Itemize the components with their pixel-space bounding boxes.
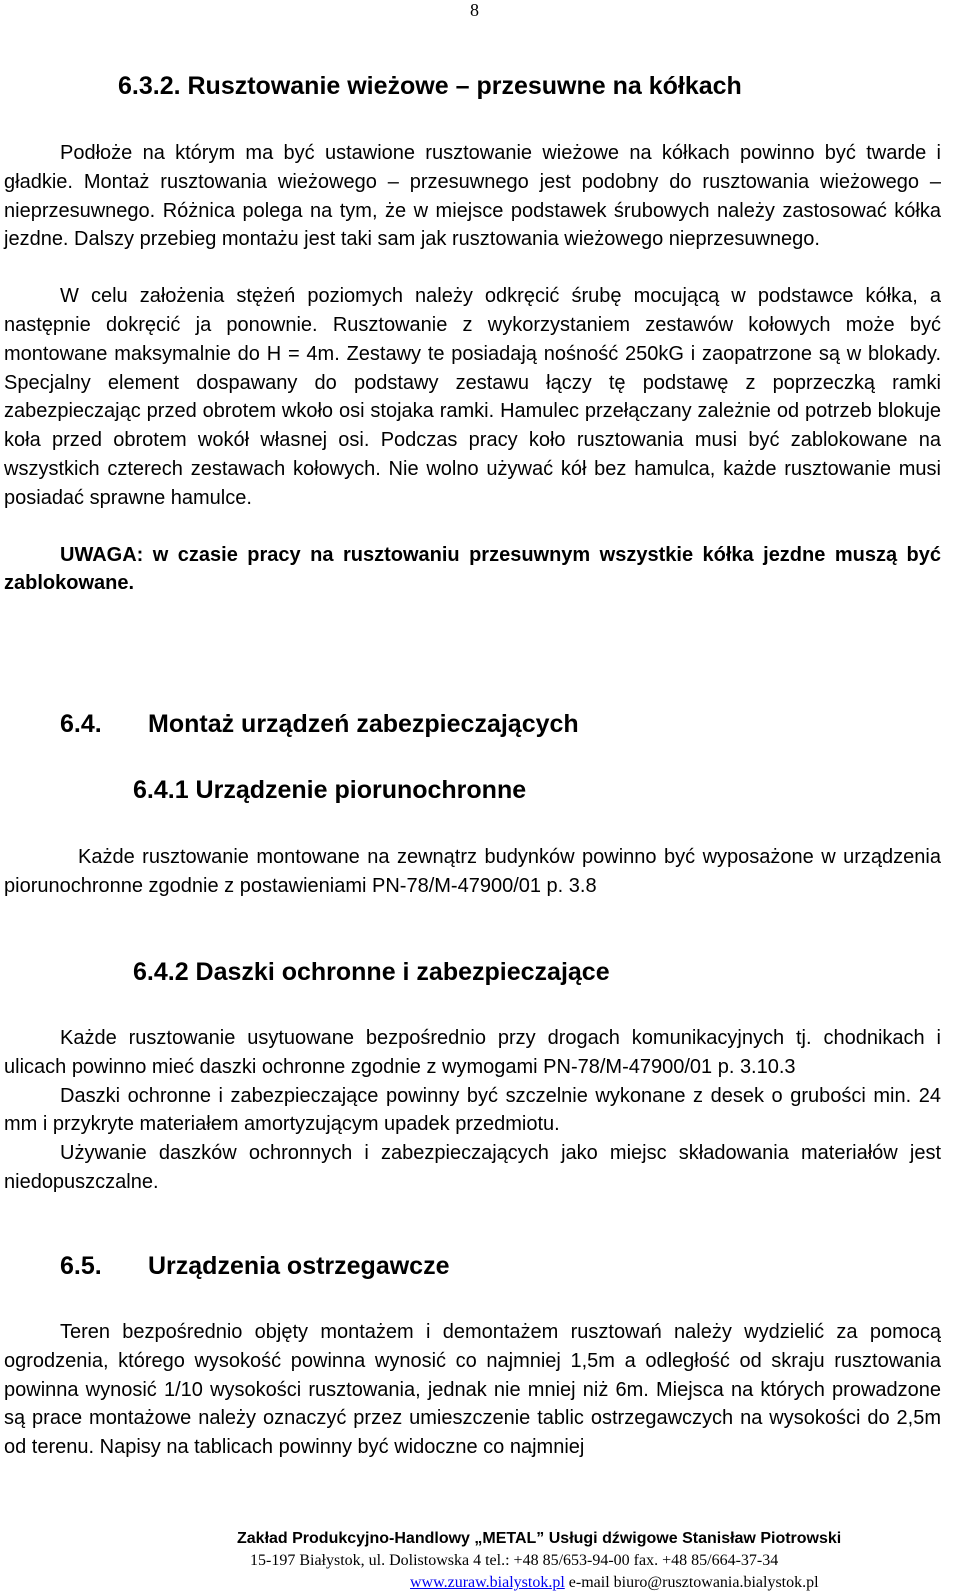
section-heading-6-4-1: 6.4.1 Urządzenie piorunochronne (133, 776, 527, 804)
footer-contact (410, 1574, 819, 1592)
section-number-6-4: 6.4. (60, 710, 102, 738)
footer-company: Zakład Produkcyjno-Handlowy „METAL” Usługi dźwigowe Stanisław Piotrowski (237, 1530, 842, 1547)
paragraph: Podłoże na którym ma być ustawione rusztowanie wieżowe na kółkach powinno być twarde i gładkie. Montaż rusztowania wieżowego – przesuwnego jest podobny do rusztowania wieżowego – nieprzesuwnego. Różnica polega na tym, że w miejsce podstawek śrubowych należy zastosować kółka jezdne. Dalszy przebieg montażu jest taki sam jak rusztowania wieżowego nieprzesuwnego. (4, 142, 941, 251)
section-number-6-5: 6.5. (60, 1252, 102, 1280)
section-6-4-2-body (4, 1024, 941, 1197)
paragraph: Daszki ochronne i zabezpieczające powinny być szczelnie wykonane z desek o grubości min. 24 mm i przykryte materiałem amortyzującym upadek przedmiotu. (4, 1084, 941, 1136)
paragraph: Każde rusztowanie montowane na zewnątrz budynków powinno być wyposażone w urządzenia piorunochronne zgodnie z postawieniami PN-78/M-47900/01 p. 3.8 (4, 846, 941, 897)
section-heading-6-4-2: 6.4.2 Daszki ochronne i zabezpieczające (133, 958, 610, 986)
paragraph: Każde rusztowanie usytuowane bezpośrednio przy drogach komunikacyjnych tj. chodnikach i ulicach powinno mieć daszki ochronne zgodnie z wymogami PN-78/M-47900/01 p. 3.10.3 (4, 1027, 941, 1078)
footer-email: e-mail biuro@rusztowania.bialystok.pl (568, 1574, 819, 1591)
footer-address: 15-197 Białystok, ul. Dolistowska 4 tel.: +48 85/653-94-00 fax. +48 85/664-37-34 (250, 1552, 779, 1569)
section-6-3-2-body (4, 139, 941, 598)
section-heading-6-3-2: 6.3.2. Rusztowanie wieżowe – przesuwne na kółkach (118, 72, 742, 100)
paragraph: Teren bezpośrednio objęty montażem i demontażem rusztowań należy wydzielić za pomocą ogrodzenia, którego wysokość powinna wynosić co najmniej 1,5m a odległość od skraju rusztowania powinna wynosić 1/10 wysokości rusztowania, jednak nie mniej niż 6m. Miejsca na których prowadzone są prace montażowe należy oznaczyć przez umieszczenie tablic ostrzegawczych na wysokości do 2,5m od terenu. Napisy na tablicach powinny być widoczne co najmniej (4, 1321, 941, 1459)
section-heading-6-4: Montaż urządzeń zabezpieczających (148, 710, 579, 738)
page-number: 8 (470, 0, 479, 20)
paragraph: W celu założenia stężeń poziomych należy odkręcić śrubę mocującą w podstawce kółka, a następnie dokręcić ja ponownie. Rusztowanie z wykorzystaniem zestawów kołowych może być montowane maksymalnie do H = 4m. Zestawy te posiadają nośność 250kG i zaopatrzone są w blokady. Specjalny element dospawany do podstawy zestawu łączy tę podstawę z poprzeczką ramki zabezpieczając przed obrotem wkoło osi stojaka ramki. Hamulec przełączany zależnie od potrzeb blokuje koła przed obrotem wokół własnej osi. Podczas pracy koło rusztowania musi być zablokowane na wszystkich czterech zestawach kołowych. Nie wolno używać kół bez hamulca, każde rusztowanie musi posiadać sprawne hamulce. (4, 285, 941, 509)
warning-note: UWAGA: w czasie pracy na rusztowaniu przesuwnym wszystkie kółka jezdne muszą być zablokowane. (4, 543, 941, 595)
section-6-4-1-body (4, 843, 941, 901)
section-heading-6-5: Urządzenia ostrzegawcze (148, 1252, 450, 1280)
paragraph: Używanie daszków ochronnych i zabezpieczających jako miejsc składowania materiałów jest niedopuszczalne. (4, 1142, 941, 1193)
section-6-5-body (4, 1318, 941, 1462)
footer-website-link[interactable]: www.zuraw.bialystok.pl (410, 1574, 565, 1591)
